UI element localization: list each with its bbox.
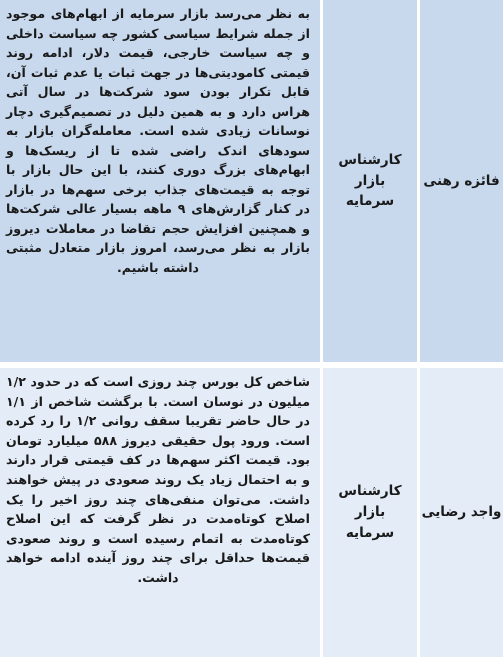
expert-role: کارشناس بازار سرمایه [338,483,402,541]
expert-role: کارشناس بازار سرمایه [338,151,402,210]
expert-opinion: به نظر می‌رسد بازار سرمایه از ابهام‌های موجود از جمله شرایط سیاسی کشور چه سیاست داخلی و چه سیاست خارجی، قیمت دلار، ادامه روند قیمتی کامودیتی‌ها در جهت ثبات یا عدم ثبات آن، قابل تکرار بودن سود شرکت‌ها در سال آتی هراس دارد و به همین دلیل در تصمیم‌گیری دچار نوسانات زیادی شده است. معامله‌گران بازار به سودهای اندک راضی شده تا از ریسک‌ها و ابهام‌های بزرگ دوری کنند، با این حال بازار با توجه به قیمت‌های جذاب برخی سهم‌ها در بازار در کنار گزارش‌های ۹ ماهه بسیار عالی شرکت‌ها و همچنین افزایش حجم تقاضا در معاملات دیروز بازار به نظر می‌رسد، امروز بازار متعادل مثبتی داشته باشیم. [6,6,311,275]
expert-opinion-cell [0,0,320,362]
expert-name: فائزه رهنی [423,172,500,189]
expert-opinion-cell [0,368,320,657]
expert-role-cell [320,0,417,362]
expert-role-cell [320,368,417,657]
expert-name-cell [417,368,503,657]
expert-name: واجد رضایی [421,504,502,521]
expert-name-cell [417,0,503,362]
table-row [0,368,503,657]
expert-opinion: شاخص کل بورس چند روزی است که در حدود ۱/۲ میلیون در نوسان است. با برگشت شاخص از ۱/۱ در حال حاضر تقریبا سقف روانی ۱/۲ را رد کرده است. ورود پول حقیقی دیروز ۵۸۸ میلیارد تومان بود. قیمت اکثر سهم‌ها در کف قیمتی قرار دارند و به احتمال زیاد یک روند صعودی در پیش خواهند داشت. می‌توان منفی‌های چند روز اخیر را یک اصلاح کوتاه‌مدت در نظر گرفت که این اصلاح کوتاه‌مدت به اتمام رسیده است و روند صعودی قیمت‌ها حداقل برای چند روز آینده ادامه خواهد داشت. [6,374,310,585]
